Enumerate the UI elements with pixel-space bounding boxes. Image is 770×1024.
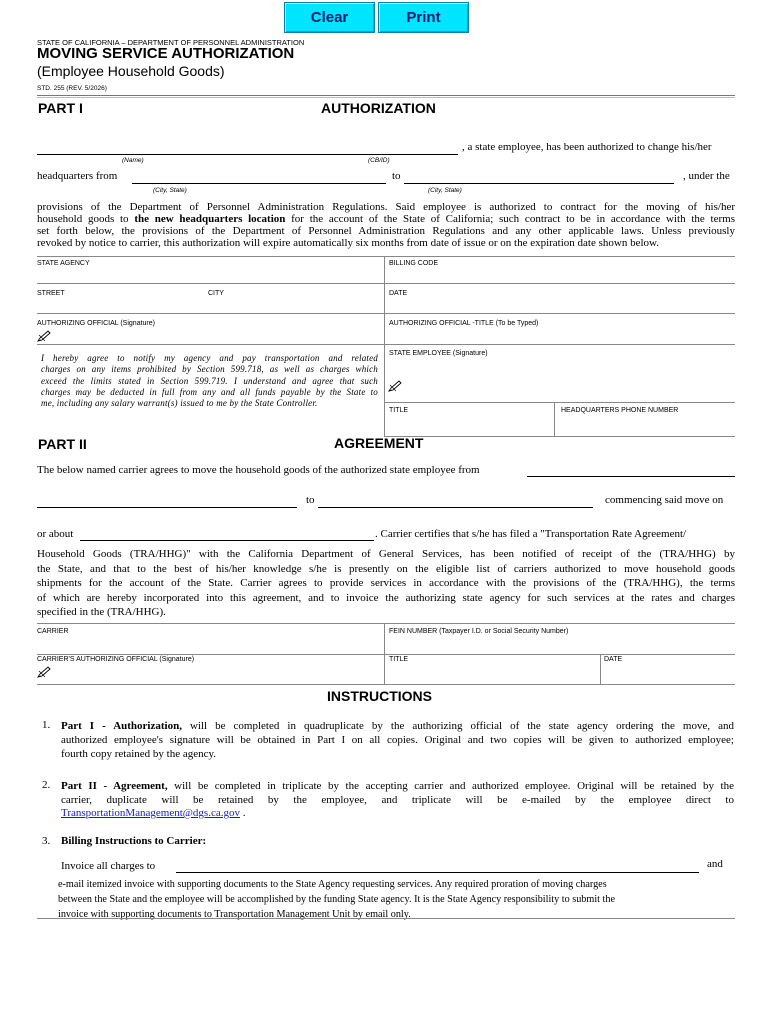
carrier-from-field[interactable] bbox=[527, 476, 735, 477]
under-the-label: , under the bbox=[683, 170, 730, 182]
auth-para-line1: provisions of the Department of Personnel Administration Regulations. Said employee is authorized to contract for the moving of his/her bbox=[37, 201, 735, 213]
auth-para-line2: household goods to the new headquarters location for the account of the State of California; such contract to be in accordance with the terms bbox=[37, 213, 735, 225]
auth-official-title-label: AUTHORIZING OFFICIAL -TITLE (To be Typed) bbox=[389, 320, 539, 327]
instr3-paragraph: e-mail itemized invoice with supporting documents to the State Agency requesting services. Any required proration of moving charges between the State and the employee will be accomplished by the funding State agency. It is the State Agency responsibility to submit the invoice with supporting documents to Transportation Management Unit by email only. bbox=[58, 879, 615, 920]
part1-label: PART I bbox=[38, 100, 83, 116]
part2-line1: The below named carrier agrees to move the household goods of the authorized state employee from bbox=[37, 464, 480, 476]
auth-official-sig-label: AUTHORIZING OFFICIAL (Signature) bbox=[37, 320, 155, 327]
caption-city-to: (City, State) bbox=[428, 187, 462, 194]
title-label: TITLE bbox=[389, 407, 409, 414]
invoice-and-label: and bbox=[707, 858, 723, 870]
carrier-title-label: TITLE bbox=[389, 656, 409, 663]
pen-signature-icon bbox=[37, 666, 51, 678]
employee-sig-label: STATE EMPLOYEE (Signature) bbox=[389, 350, 488, 357]
form-id: STD. 255 (REV. 5/2026) bbox=[37, 85, 107, 92]
caption-name: (Name) bbox=[122, 157, 144, 164]
clear-button[interactable]: Clear bbox=[284, 2, 375, 33]
hq-to-field[interactable] bbox=[404, 183, 674, 184]
instr2-line3: TransportationManagement@dgs.ca.gov . bbox=[61, 807, 246, 819]
billing-code-label: BILLING CODE bbox=[389, 260, 439, 267]
auth-para-line3: set forth below, the provisions of the Department of Personnel Administration Regulations and any other applicable laws. Unless previously bbox=[37, 225, 735, 237]
pen-signature-icon bbox=[388, 380, 402, 392]
instr2-line1: Part II - Agreement, will be completed in triplicate by the accepting carrier and authorized employee. Original will be retained by the bbox=[61, 780, 734, 792]
employee-agreement-text: I hereby agree to notify my agency and pay transportation and related charges on any items prohibited by Section 599.718, as well as charges which exceed the limits stated in Section 599.719. I understand and agree that such charges may be deducted in full from any and all funds payable by the State to me, including any salary warrant(s) issued to me by the State Controller. bbox=[41, 353, 378, 409]
instructions-heading: INSTRUCTIONS bbox=[327, 688, 432, 704]
agency-name: STATE OF CALIFORNIA – DEPARTMENT OF PERSONNEL ADMINISTRATION bbox=[37, 38, 305, 47]
instr1-line2: authorized employee's signature will be obtained in Part I on all copies. Original and two copies will be given to authorized employee; bbox=[61, 734, 734, 746]
date-label: DATE bbox=[389, 290, 408, 297]
instr2-line2: carrier, duplicate will be retained by the employee, and triplicate will be e-mailed by the employee direct to bbox=[61, 794, 734, 806]
carrier-label: CARRIER bbox=[37, 628, 69, 635]
state-agency-label: STATE AGENCY bbox=[37, 260, 90, 267]
hq-phone-label: HEADQUARTERS PHONE NUMBER bbox=[561, 407, 679, 414]
carrier-date-label: DATE bbox=[604, 656, 623, 663]
part2-heading: AGREEMENT bbox=[334, 435, 424, 451]
part2-label: PART II bbox=[38, 436, 87, 452]
caption-city-from: (City, State) bbox=[153, 187, 187, 194]
line1-suffix: , a state employee, has been authorized to change his/her bbox=[462, 141, 712, 153]
instr3-number: 3. bbox=[42, 835, 51, 847]
carrier-sig-label: CARRIER'S AUTHORIZING OFFICIAL (Signature) bbox=[37, 656, 195, 663]
street-label: STREET bbox=[37, 290, 65, 297]
part2-to-label: to bbox=[306, 494, 315, 506]
employee-name-field[interactable] bbox=[37, 154, 458, 155]
caption-cbid: (CB/ID) bbox=[368, 157, 390, 164]
print-button[interactable]: Print bbox=[378, 2, 469, 33]
or-about-label: or about bbox=[37, 528, 74, 540]
city-label: CITY bbox=[208, 290, 224, 297]
move-date-field[interactable] bbox=[80, 540, 374, 541]
carrier-from-field-2[interactable] bbox=[37, 507, 297, 508]
instr2-number: 2. bbox=[42, 779, 51, 791]
invoice-label: Invoice all charges to bbox=[61, 860, 156, 872]
instr1-number: 1. bbox=[42, 719, 51, 731]
form-title: MOVING SERVICE AUTHORIZATION bbox=[37, 45, 295, 62]
pen-signature-icon bbox=[37, 330, 51, 342]
carrier-to-field[interactable] bbox=[318, 507, 593, 508]
invoice-to-field[interactable] bbox=[176, 872, 699, 873]
instr3-heading: Billing Instructions to Carrier: bbox=[61, 835, 207, 847]
instr1-line3: fourth copy retained by the agency. bbox=[61, 748, 217, 760]
hq-from-label: headquarters from bbox=[37, 170, 118, 182]
auth-para-line4: revoked by notice to carrier, this authorization will expire automatically six months from date of issue or on the expiration date shown below. bbox=[37, 237, 660, 249]
fein-label: FEIN NUMBER (Taxpayer I.D. or Social Security Number) bbox=[389, 628, 569, 635]
form-subtitle: (Employee Household Goods) bbox=[37, 63, 225, 79]
instr1-line1: Part I - Authorization, will be completed in quadruplicate by the authorizing official of the state agency ordering the move, and bbox=[61, 720, 734, 732]
email-link[interactable]: TransportationManagement@dgs.ca.gov bbox=[61, 807, 240, 819]
certifies-text: . Carrier certifies that s/he has filed a "Transportation Rate Agreement/ bbox=[375, 528, 687, 540]
hq-to-label: to bbox=[392, 170, 401, 182]
commencing-label: commencing said move on bbox=[605, 494, 724, 506]
part1-heading: AUTHORIZATION bbox=[321, 100, 436, 116]
hq-from-field[interactable] bbox=[132, 183, 386, 184]
part2-paragraph: Household Goods (TRA/HHG)" with the California Department of General Services, has been notified of receipt of the (TRA/HHG) by the State, and that to the best of his/her knowledge s/he is presently on the eligible list of carriers authorized to move household goods shipments for the account of the State. Carrier agrees to provide services in accordance with the provisions of the (TRA/HHG), the terms of which are hereby incorporated into this agreement, and to invoice the authorizing state agency for such services at the rates and charges specified in the (TRA/HHG). bbox=[37, 548, 735, 619]
